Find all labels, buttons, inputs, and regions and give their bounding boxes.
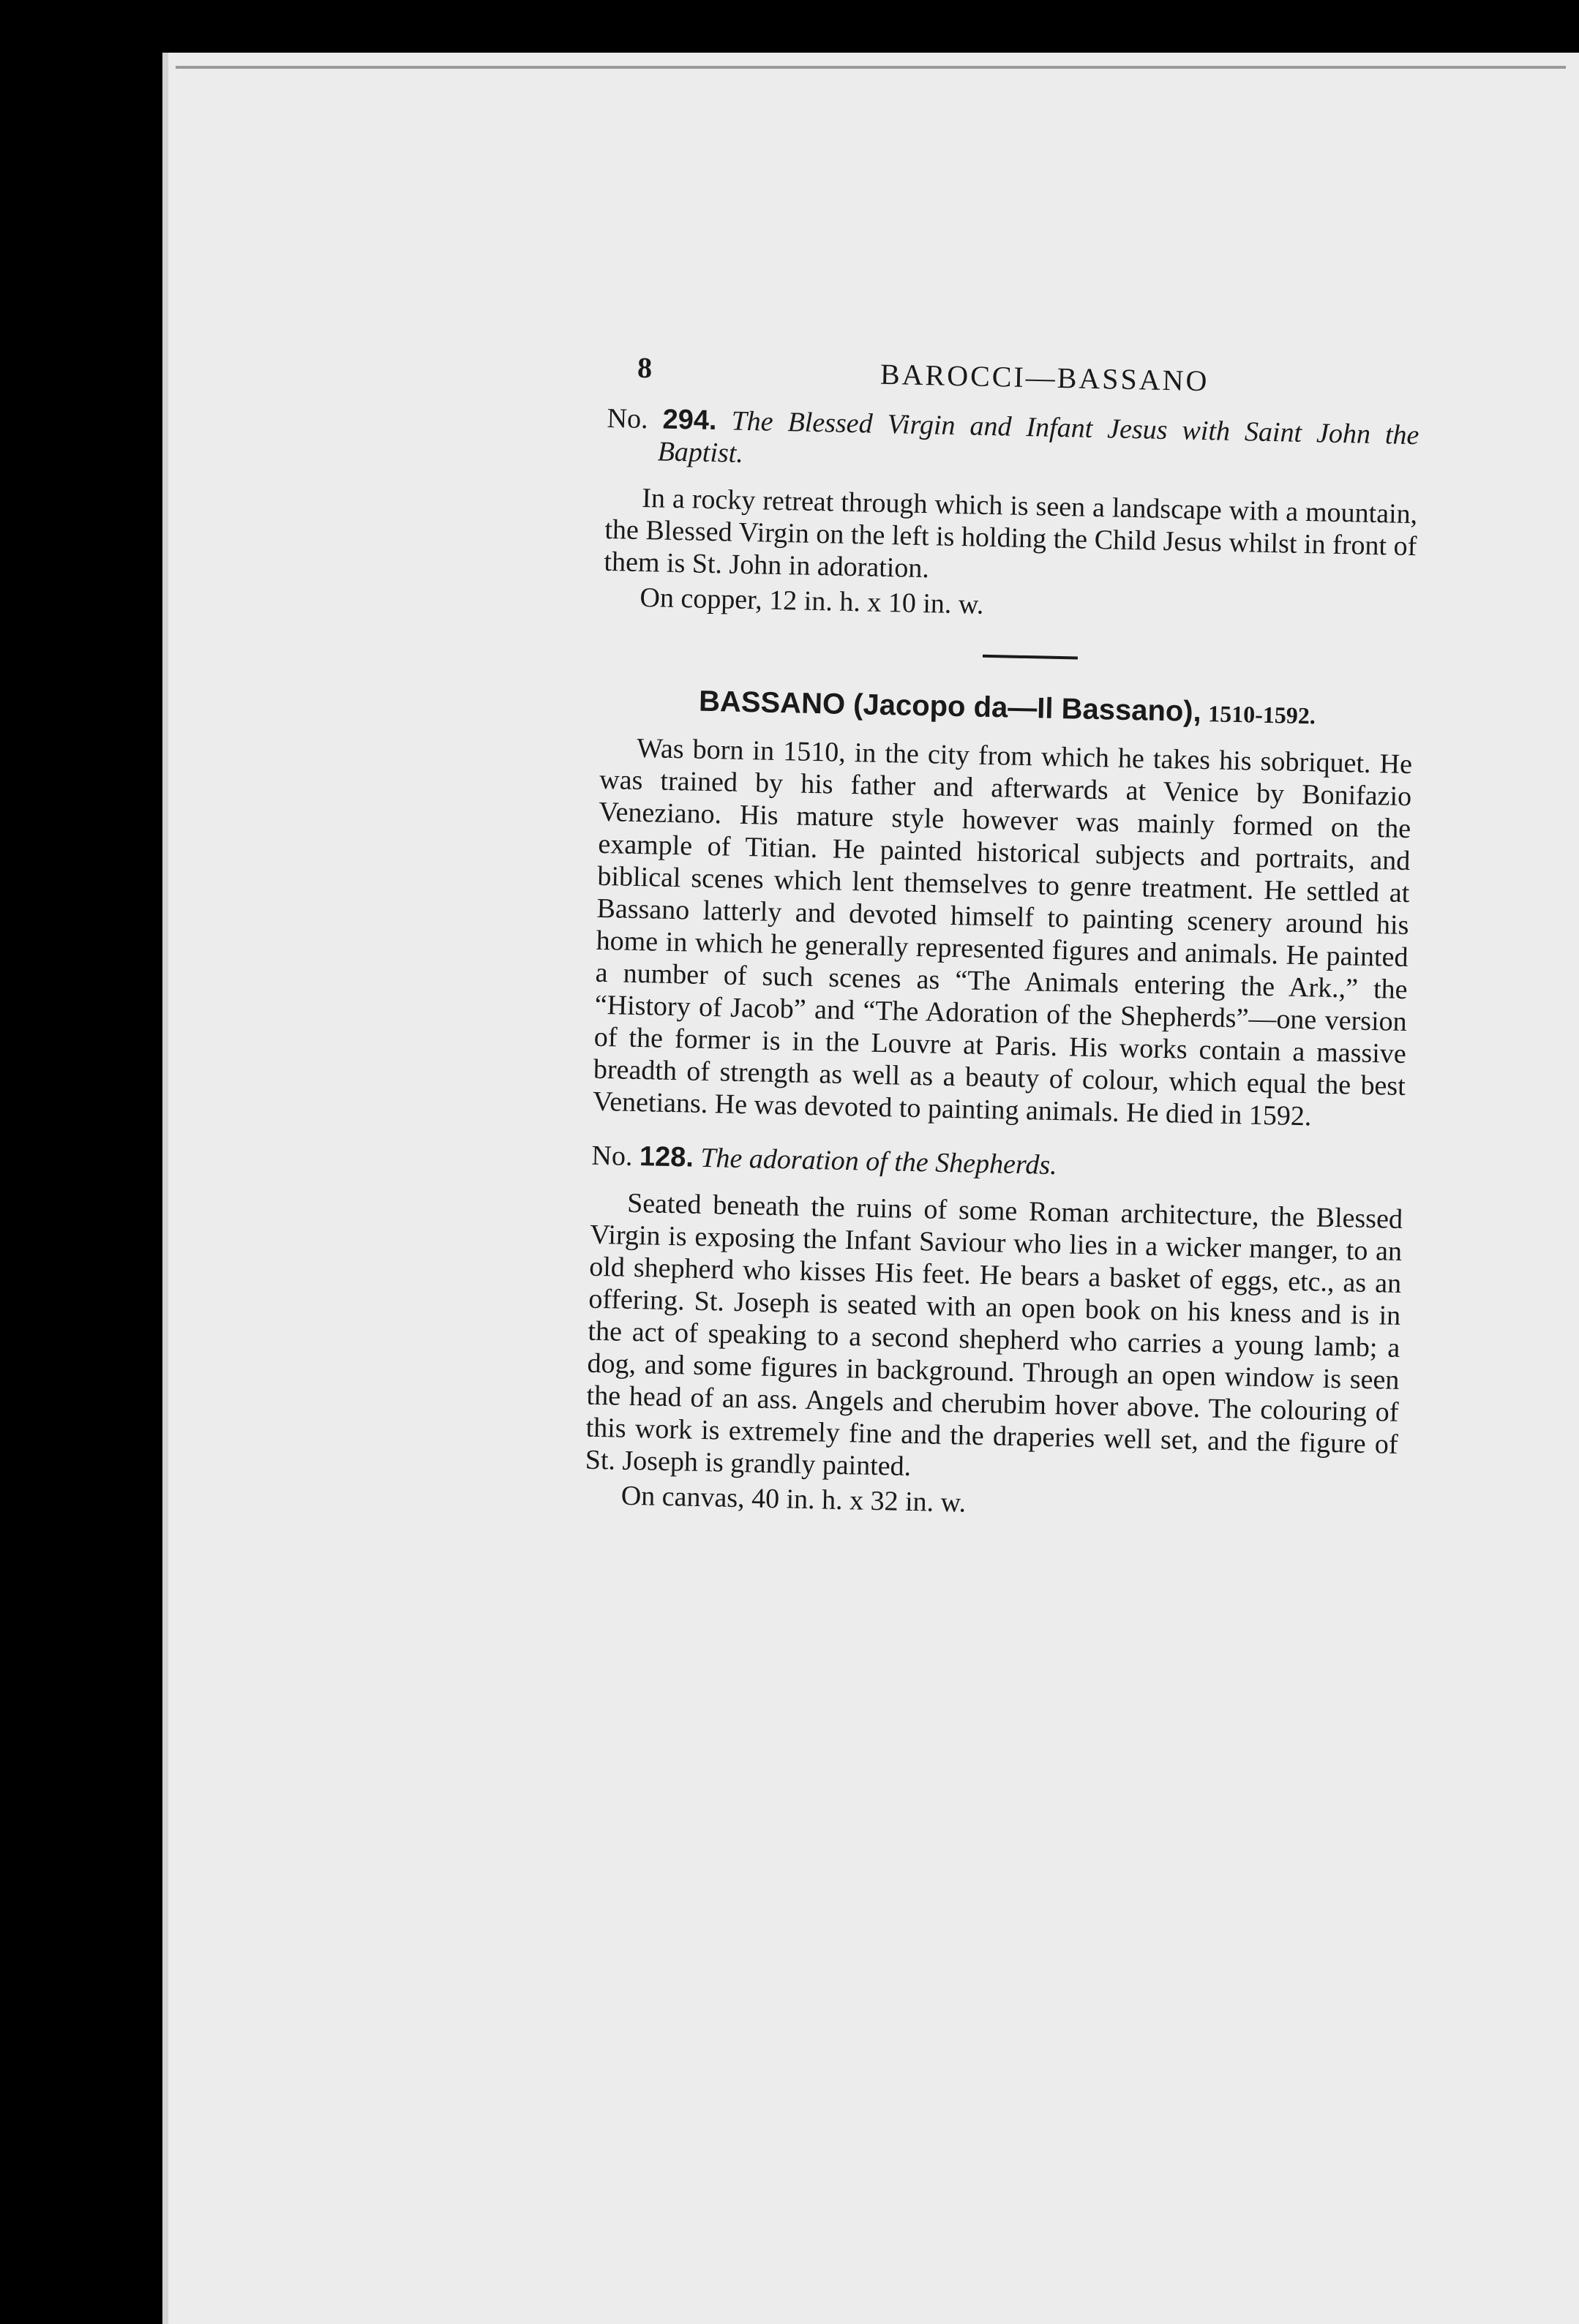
artist-heading [601,683,1414,734]
page-number: 8 [637,350,655,385]
entry-128-description: Seated beneath the ruins of some Roman architecture, the Blessed Virgin is exposing the Infant Saviour who lies in a wicker manger, to an old shepherd who kisses His feet. He bears a basket of eggs, etc., as an offering. St. Joseph is seated with an open book on his kness and is in the act of speaking to a second shepherd who carries a young lamb; a dog, and some figures in background. Through an open window is seen the head of an ass. Angels and cherubim hover above. The colouring of this work is extremely fine and the draperies well set, and the figure of St. Joseph is grandly painted. [585,1187,1403,1482]
entry-128-medium: On canvas, 40 in. h. x 32 in. w. [620,1480,967,1519]
entry-128-number: 128. [639,1141,694,1173]
entry-294-heading [606,402,1419,484]
section-divider [983,655,1078,660]
page-text-block [584,336,1420,1528]
page-edge [162,53,168,2324]
entry-128-title: The adoration of the Shepherds. [700,1142,1058,1181]
entry-294-description: In a rocky retreat through which is seen a landscape with a mountain, the Blessed Virgin on the left is holding the Child Jesus whilst in front of them is St. John in adoration. [604,483,1418,584]
entry-128-prefix: No. [591,1140,633,1172]
entry-128-heading [591,1140,1404,1189]
running-head-title: BAROCCI—BASSANO [879,357,1209,398]
entry-294-medium: On copper, 12 in. h. x 10 in. w. [640,582,984,620]
page-top-edge-line [176,66,1566,69]
entry-294-title: The Blessed Virgin and Infant Jesus with Saint John the Baptist. [657,405,1419,469]
entry-294-number: 294. [662,404,717,437]
artist-name: BASSANO (Jacopo da—Il Bassano), [698,685,1202,729]
entry-294-prefix: No. [607,402,649,435]
artist-biography: Was born in 1510, in the city from which he takes his sobriquet. He was trained by his father and afterwards at Venice by Bonifazio Veneziano. His mature style however was mainly formed on the example of Titian. He painted historical subjects and portraits, and biblical scenes which lent themselves to genre treatment. He settled at Bassano latterly and devoted himself to painting scenery around his home in which he generally represented figures and animals. He painted a number of such scenes as “The Animals entering the Ark.,” the “History of Jacob” and “The Adoration of the Shepherds”—one version of the former is in the Louvre at Paris. His works contain a massive breadth of strength as well as a beauty of colour, which equal the best Venetians. He was devoted to painting animals. He died in 1592. [592,732,1413,1132]
artist-dates: 1510-1592. [1207,700,1316,729]
